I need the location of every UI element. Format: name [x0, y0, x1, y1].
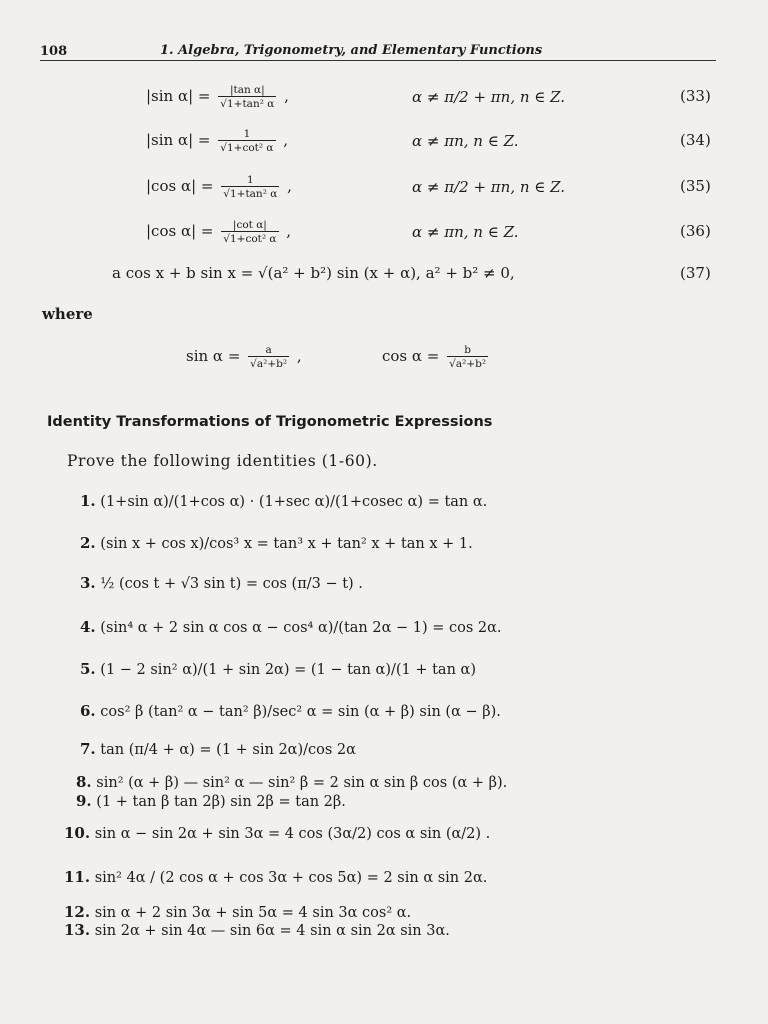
formula-36: |cos α| = $\frac{\text{|cot α|}}{\text{√1+cot² α}}$ ,: [146, 219, 292, 245]
eq-label-37: (37): [680, 264, 711, 282]
header-rule: [40, 60, 716, 61]
eq-label-36: (36): [680, 222, 711, 240]
problem-3: 3. ½ (cos t + √3 sin t) = cos (π/3 − t) .: [80, 574, 363, 592]
running-title: 1. Algebra, Trigonometry, and Elementary Functions: [160, 43, 543, 58]
formula-34: |sin α| = $\frac{1}{\text{√1+cot² α}}$ ,: [146, 128, 289, 154]
problem-6: 6. cos² β (tan² α − tan² β)/sec² α = sin (α + β) sin (α − β).: [80, 702, 501, 720]
intro-text: Prove the following identities (1-60).: [67, 452, 378, 470]
condition-33: α ≠ π/2 + πn, n ∈ Z.: [412, 88, 566, 106]
problem-5: 5. (1 − 2 sin² α)/(1 + sin 2α) = (1 − tan α)/(1 + tan α): [80, 660, 476, 678]
page-number: 108: [40, 44, 68, 59]
problem-10: 10. sin α − sin 2α + sin 3α = 4 cos (3α/2) cos α sin (α/2) .: [64, 824, 491, 842]
problem-7: 7. tan (π/4 + α) = (1 + sin 2α)/cos 2α: [80, 740, 356, 758]
problem-4: 4. (sin⁴ α + 2 sin α cos α − cos⁴ α)/(tan 2α − 1) = cos 2α.: [80, 618, 502, 636]
section-heading: Identity Transformations of Trigonometric Expressions: [47, 414, 493, 430]
problem-11: 11. sin² 4α / (2 cos α + cos 3α + cos 5α) = 2 sin α sin 2α.: [64, 868, 488, 886]
problem-9: 9. (1 + tan β tan 2β) sin 2β = tan 2β.: [76, 792, 346, 810]
condition-35: α ≠ π/2 + πn, n ∈ Z.: [412, 178, 566, 196]
where-label: where: [42, 305, 93, 323]
where-cos-formula: cos α = $\frac{b}{\text{√a²+b²}}$: [382, 344, 487, 370]
problem-13: 13. sin 2α + sin 4α — sin 6α = 4 sin α sin 2α sin 3α.: [64, 921, 450, 939]
condition-34: α ≠ πn, n ∈ Z.: [412, 132, 519, 150]
problem-12: 12. sin α + 2 sin 3α + sin 5α = 4 sin 3α cos² α.: [64, 903, 412, 921]
problem-8: 8. sin² (α + β) — sin² α — sin² β = 2 sin α sin β cos (α + β).: [76, 773, 508, 791]
formula-35: |cos α| = $\frac{1}{\text{√1+tan² α}}$ ,: [146, 174, 292, 200]
formula-33: |sin α| = $\frac{\text{|tan α|}}{\text{√1+tan² α}}$ ,: [146, 84, 289, 110]
problem-2: 2. (sin x + cos x)/cos³ x = tan³ x + tan² x + tan x + 1.: [80, 534, 473, 552]
formula-37: a cos x + b sin x = √(a² + b²) sin (x + α), a² + b² ≠ 0,: [112, 264, 515, 282]
condition-36: α ≠ πn, n ∈ Z.: [412, 223, 519, 241]
where-sin-formula: sin α = $\frac{a}{\text{√a²+b²}}$ ,: [186, 344, 302, 370]
eq-label-33: (33): [680, 87, 711, 105]
eq-label-35: (35): [680, 177, 711, 195]
eq-label-34: (34): [680, 131, 711, 149]
problem-1: 1. (1+sin α)/(1+cos α) · (1+sec α)/(1+cosec α) = tan α.: [80, 492, 488, 510]
